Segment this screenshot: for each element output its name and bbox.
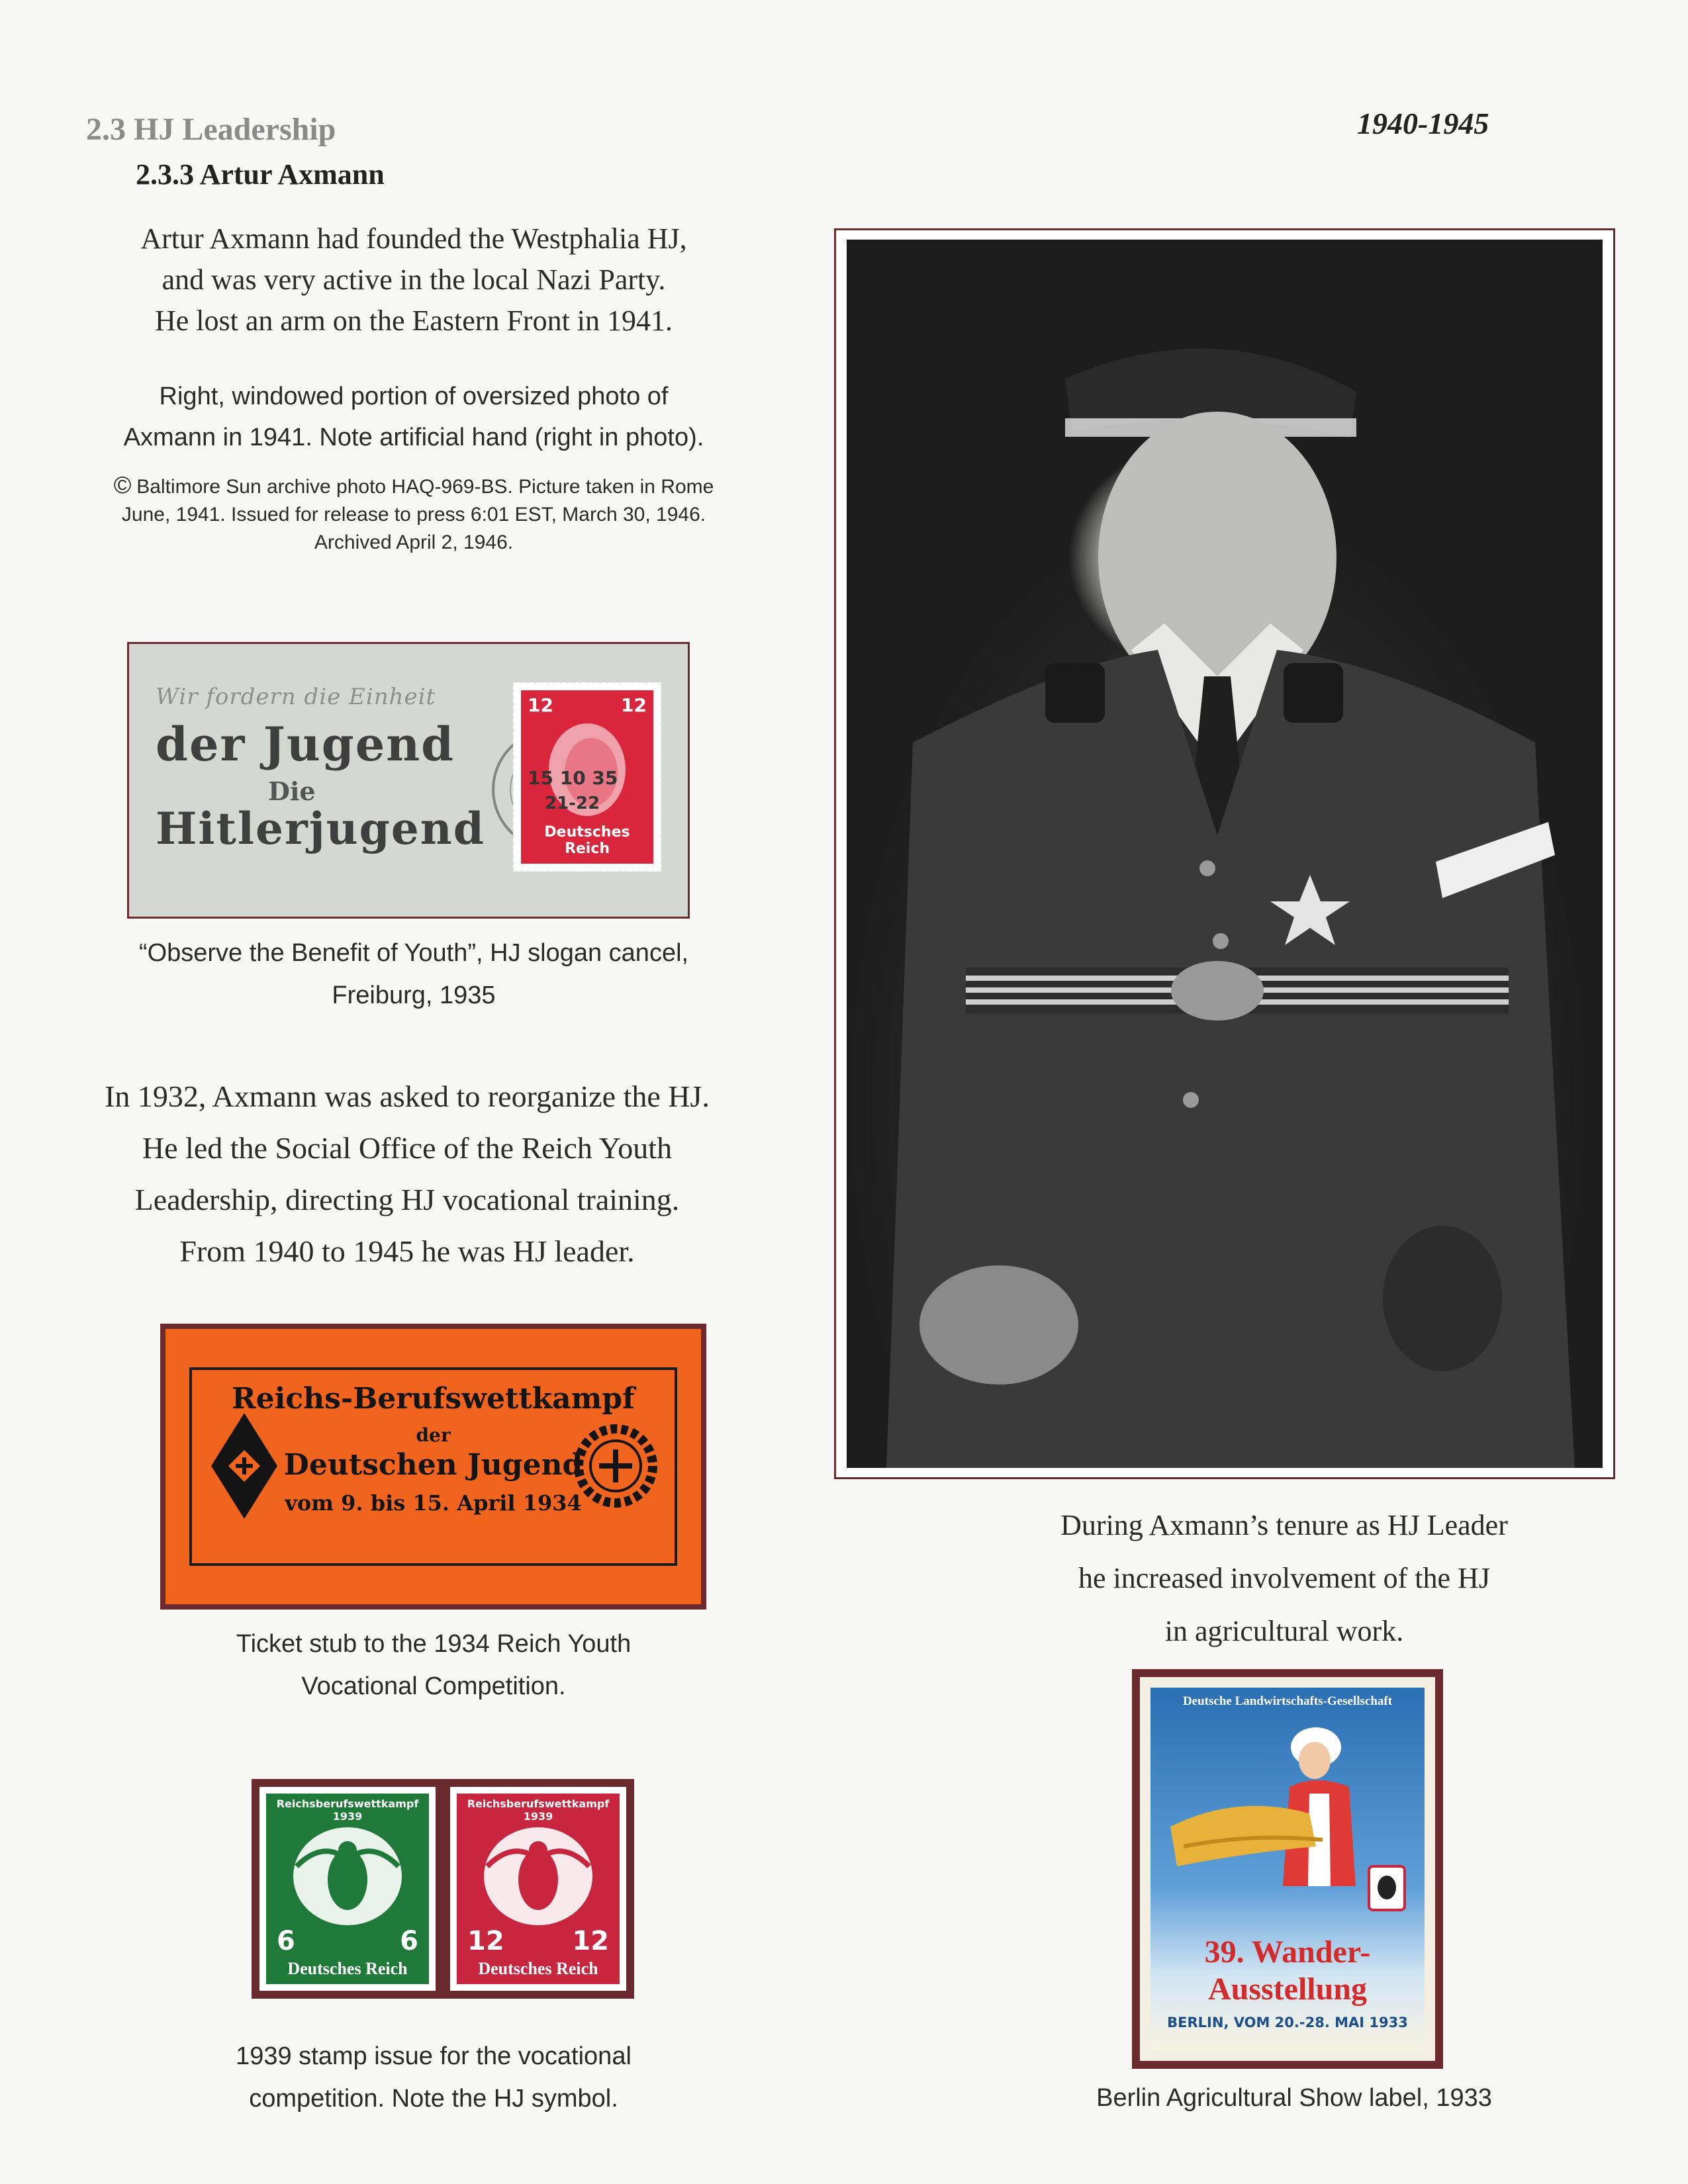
intro-line: He lost an arm on the Eastern Front in 1941. bbox=[154, 304, 673, 337]
caption-line: During Axmann’s tenure as HJ Leader bbox=[1060, 1509, 1508, 1541]
eagle-icon bbox=[481, 1820, 596, 1933]
subsection-title: 2.3.3 Artur Axmann bbox=[136, 158, 385, 191]
label-title-line: Ausstellung bbox=[1207, 1972, 1368, 2007]
cogwheel-emblem-icon bbox=[573, 1423, 659, 1509]
stamp-country: Deutsches Reich bbox=[544, 824, 630, 857]
intro-paragraph bbox=[40, 218, 788, 341]
caption-line: “Observe the Benefit of Youth”, HJ slogan cancel, bbox=[138, 939, 689, 967]
credit-line: June, 1941. Issued for release to press 6:01 EST, March 30, 1946. bbox=[121, 504, 706, 525]
label-top-text: Deutsche Landwirtschafts-Gesellschaft bbox=[1182, 1694, 1393, 1708]
cancel-slogan-line: Hitlerjugend bbox=[156, 803, 485, 854]
photo-illustration bbox=[847, 240, 1603, 1468]
credit-line: Archived April 2, 1946. bbox=[314, 531, 514, 553]
caption-line: in agricultural work. bbox=[1164, 1615, 1404, 1647]
date-range: 1940-1945 bbox=[1357, 107, 1489, 140]
paragraph-line: Leadership, directing HJ vocational training. bbox=[134, 1183, 680, 1216]
axmann-paragraph bbox=[26, 1071, 788, 1277]
stamp-country: Deutsches Reich bbox=[287, 1959, 408, 1978]
axmann-photo bbox=[847, 240, 1603, 1468]
axmann-photo-frame bbox=[834, 228, 1615, 1479]
intro-line: and was very active in the local Nazi Party. bbox=[162, 263, 666, 296]
ticket-caption bbox=[73, 1623, 794, 1707]
hindenburg-stamp bbox=[513, 682, 661, 872]
stamp-12pf bbox=[450, 1787, 626, 1991]
slogan-cancel-cover bbox=[127, 642, 690, 919]
stamp-value: 12 bbox=[528, 694, 553, 716]
photo-caption bbox=[920, 1499, 1648, 1658]
photo-credit bbox=[40, 471, 788, 557]
copyright-icon: © bbox=[113, 471, 132, 498]
cover-caption bbox=[40, 932, 788, 1017]
stamp-value: 12 bbox=[467, 1926, 504, 1956]
caption-line: Ticket stub to the 1934 Reich Youth bbox=[236, 1630, 632, 1658]
ticket-line: vom 9. bis 15. April 1934 bbox=[285, 1490, 582, 1516]
farm-woman-illustration bbox=[1157, 1714, 1418, 1933]
photo-note-line: Right, windowed portion of oversized photo of bbox=[159, 383, 669, 410]
ticket-line: Deutschen Jugend bbox=[283, 1448, 583, 1482]
stamps-caption bbox=[73, 2035, 794, 2120]
label-title-line: 39. Wander- bbox=[1204, 1934, 1371, 1970]
stamp-value: 6 bbox=[277, 1926, 295, 1956]
ticket-stub bbox=[160, 1324, 706, 1610]
stamp-header: Reichsberufswettkampf 1939 bbox=[276, 1797, 419, 1823]
section-title: 2.3 HJ Leadership bbox=[86, 112, 336, 147]
ticket-line: der bbox=[416, 1424, 451, 1446]
cancel-slogan-line: Die bbox=[268, 776, 316, 806]
paragraph-line: He led the Social Office of the Reich Youth bbox=[142, 1131, 673, 1165]
ticket-line: Reichs-Berufswettkampf bbox=[232, 1382, 635, 1416]
vocational-stamps-pair bbox=[252, 1779, 634, 1999]
photo-note bbox=[40, 376, 788, 458]
caption-line: Vocational Competition. bbox=[301, 1672, 566, 1700]
hj-diamond-icon bbox=[208, 1410, 281, 1522]
caption-line: competition. Note the HJ symbol. bbox=[249, 2085, 618, 2113]
photo-note-line: Axmann in 1941. Note artificial hand (right in photo). bbox=[123, 424, 704, 451]
stamp-value: 6 bbox=[400, 1926, 418, 1956]
postmark-time: 21-22 bbox=[545, 794, 600, 813]
caption-line: Freiburg, 1935 bbox=[332, 981, 496, 1009]
cancel-slogan-line: der Jugend bbox=[156, 717, 455, 772]
label-subtitle: BERLIN, VOM 20.-28. MAI 1933 bbox=[1167, 2015, 1408, 2030]
intro-line: Artur Axmann had founded the Westphalia HJ, bbox=[140, 222, 687, 255]
paragraph-line: In 1932, Axmann was asked to reorganize the HJ. bbox=[105, 1079, 710, 1113]
caption-line: 1939 stamp issue for the vocational bbox=[236, 2042, 632, 2070]
cancel-slogan-line: Wir fordern die Einheit bbox=[156, 684, 436, 710]
agri-label-caption: Berlin Agricultural Show label, 1933 bbox=[1096, 2084, 1492, 2112]
caption-line: he increased involvement of the HJ bbox=[1078, 1562, 1490, 1594]
stamp-value-right: 12 bbox=[621, 694, 647, 716]
agricultural-show-label bbox=[1132, 1669, 1443, 2069]
stamp-value: 12 bbox=[572, 1926, 609, 1956]
eagle-icon bbox=[290, 1820, 405, 1933]
paragraph-line: From 1940 to 1945 he was HJ leader. bbox=[179, 1234, 635, 1268]
stamp-6pf bbox=[259, 1787, 436, 1991]
stamp-country: Deutsches Reich bbox=[478, 1959, 598, 1978]
credit-line: Baltimore Sun archive photo HAQ-969-BS. Picture taken in Rome bbox=[136, 476, 714, 498]
postmark-date: 15 10 35 bbox=[528, 767, 618, 789]
stamp-header: Reichsberufswettkampf 1939 bbox=[467, 1797, 610, 1823]
